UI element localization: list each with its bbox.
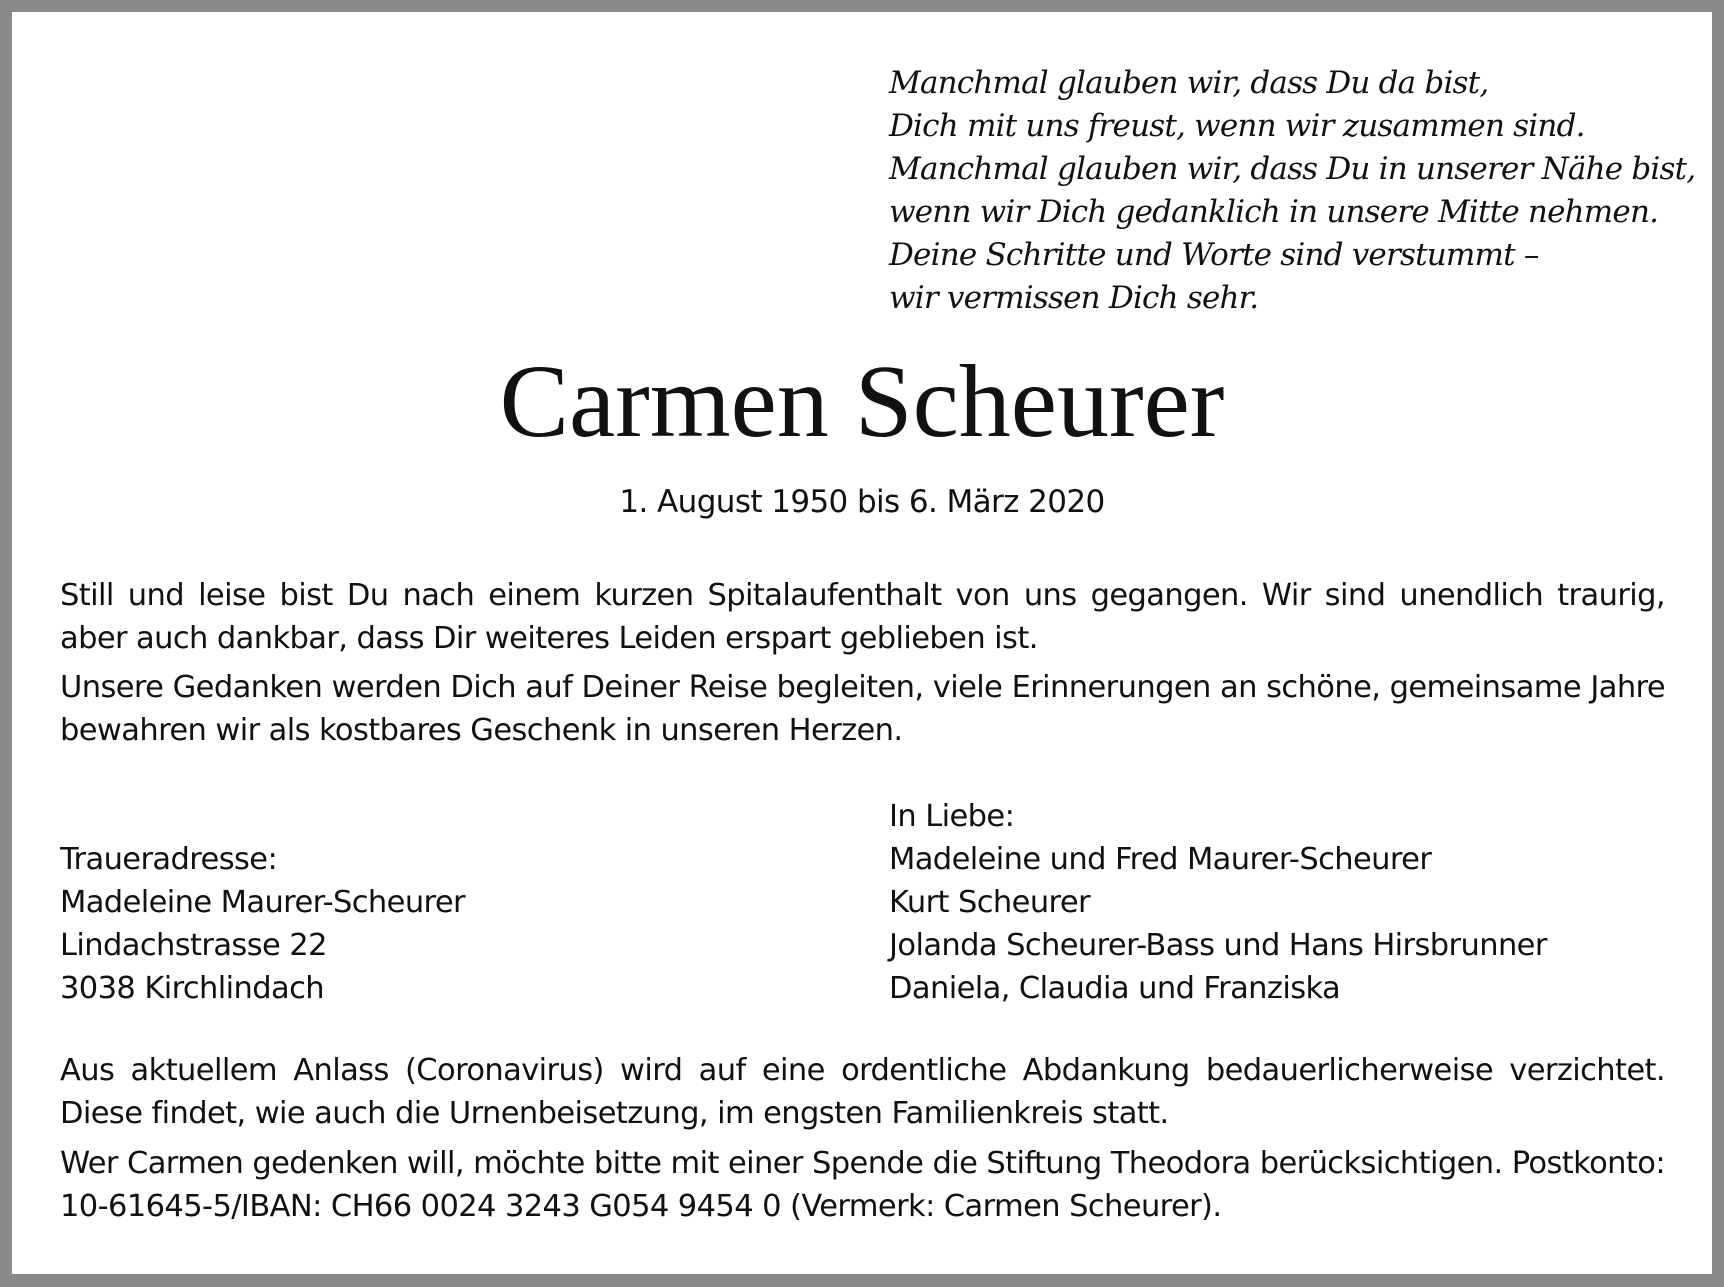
message-paragraph: Unsere Gedanken werden Dich auf Deiner Reise begleiten, viele Erinnerungen an schöne, gemeinsame Jahre bewahren wir als kostbares Geschenk in unseren Herzen. — [60, 670, 1665, 748]
life-dates: 1. August 1950 bis 6. März 2020 — [619, 484, 1105, 520]
poem-line: Manchmal glauben wir, dass Du in unserer Nähe bist, — [889, 151, 1696, 187]
family-member: Jolanda Scheurer-Bass und Hans Hirsbrunner — [889, 928, 1547, 963]
obituary-page — [12, 12, 1712, 1274]
family-member: Madeleine und Fred Maurer-Scheurer — [889, 842, 1432, 877]
memorial-poem — [889, 62, 1696, 320]
poem-line: Manchmal glauben wir, dass Du da bist, — [889, 65, 1489, 101]
poem-line: wenn wir Dich gedanklich in unsere Mitte nehmen. — [889, 194, 1659, 230]
poem-line: Deine Schritte und Worte sind verstummt – — [889, 237, 1539, 273]
poem-line: Dich mit uns freust, wenn wir zusammen sind. — [889, 108, 1585, 144]
family-member: Daniela, Claudia und Franziska — [889, 971, 1341, 1006]
ceremony-notice: Aus aktuellem Anlass (Coronavirus) wird auf eine ordentliche Abdankung bedauerlicherweise verzichtet. Diese findet, wie auch die Urnenbeisetzung, im engsten Familienkreis statt. — [60, 1053, 1665, 1131]
mourning-address-heading: Traueradresse: — [60, 842, 278, 877]
family-signatures — [889, 795, 1547, 1010]
donation-notice: Wer Carmen gedenken will, möchte bitte mit einer Spende die Stiftung Theodora berücksichtigen. Postkonto: 10-61645-5/IBAN: CH66 0024 3243 G054 9454 0 (Vermerk: Carmen Scheurer). — [60, 1146, 1665, 1224]
message-paragraph: Still und leise bist Du nach einem kurzen Spitalaufenthalt von uns gegangen. Wir sind unendlich traurig, aber auch dankbar, dass Dir weiteres Leiden erspart geblieben ist. — [60, 578, 1665, 656]
mourning-address-city: 3038 Kirchlindach — [60, 971, 324, 1006]
mourning-address — [60, 838, 465, 1010]
mourning-address-street: Lindachstrasse 22 — [60, 928, 327, 963]
family-member: Kurt Scheurer — [889, 885, 1090, 920]
deceased-name: Carmen Scheurer — [499, 344, 1225, 459]
mourning-address-name: Madeleine Maurer-Scheurer — [60, 885, 465, 920]
family-heading: In Liebe: — [889, 799, 1015, 834]
poem-line: wir vermissen Dich sehr. — [889, 280, 1259, 316]
